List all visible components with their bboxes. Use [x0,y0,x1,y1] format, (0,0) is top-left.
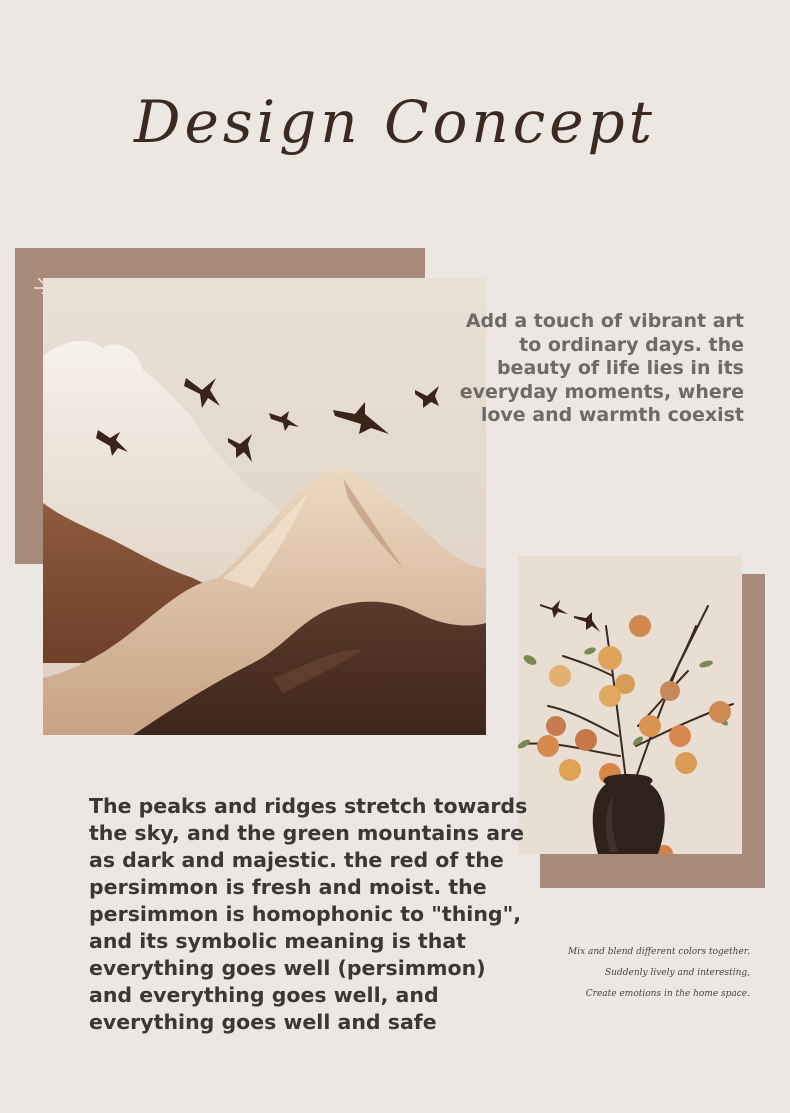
description-text: The peaks and ridges stretch towards the sky, and the green mountains are as dark and majestic. the red of the persimmon is fresh and moist. the persimmon is homophonic to "thing", and its symbolic meaning is that everything goes well (persimmon) and everything goes well, and everything goes well and safe [89,794,528,1034]
persimmon-painting [518,556,742,854]
caption-block [490,942,750,1005]
caption-line: Suddenly lively and interesting, [605,968,750,978]
mountain-painting [43,278,486,735]
caption-line: Mix and blend different colors together. [567,947,750,957]
page-title: Design Concept [134,88,656,156]
quote-text: Add a touch of vibrant art to ordinary days. the beauty of life lies in its everyday moments, where love and warmth coexist [459,310,744,426]
caption-line: Create emotions in the home space. [585,989,750,999]
